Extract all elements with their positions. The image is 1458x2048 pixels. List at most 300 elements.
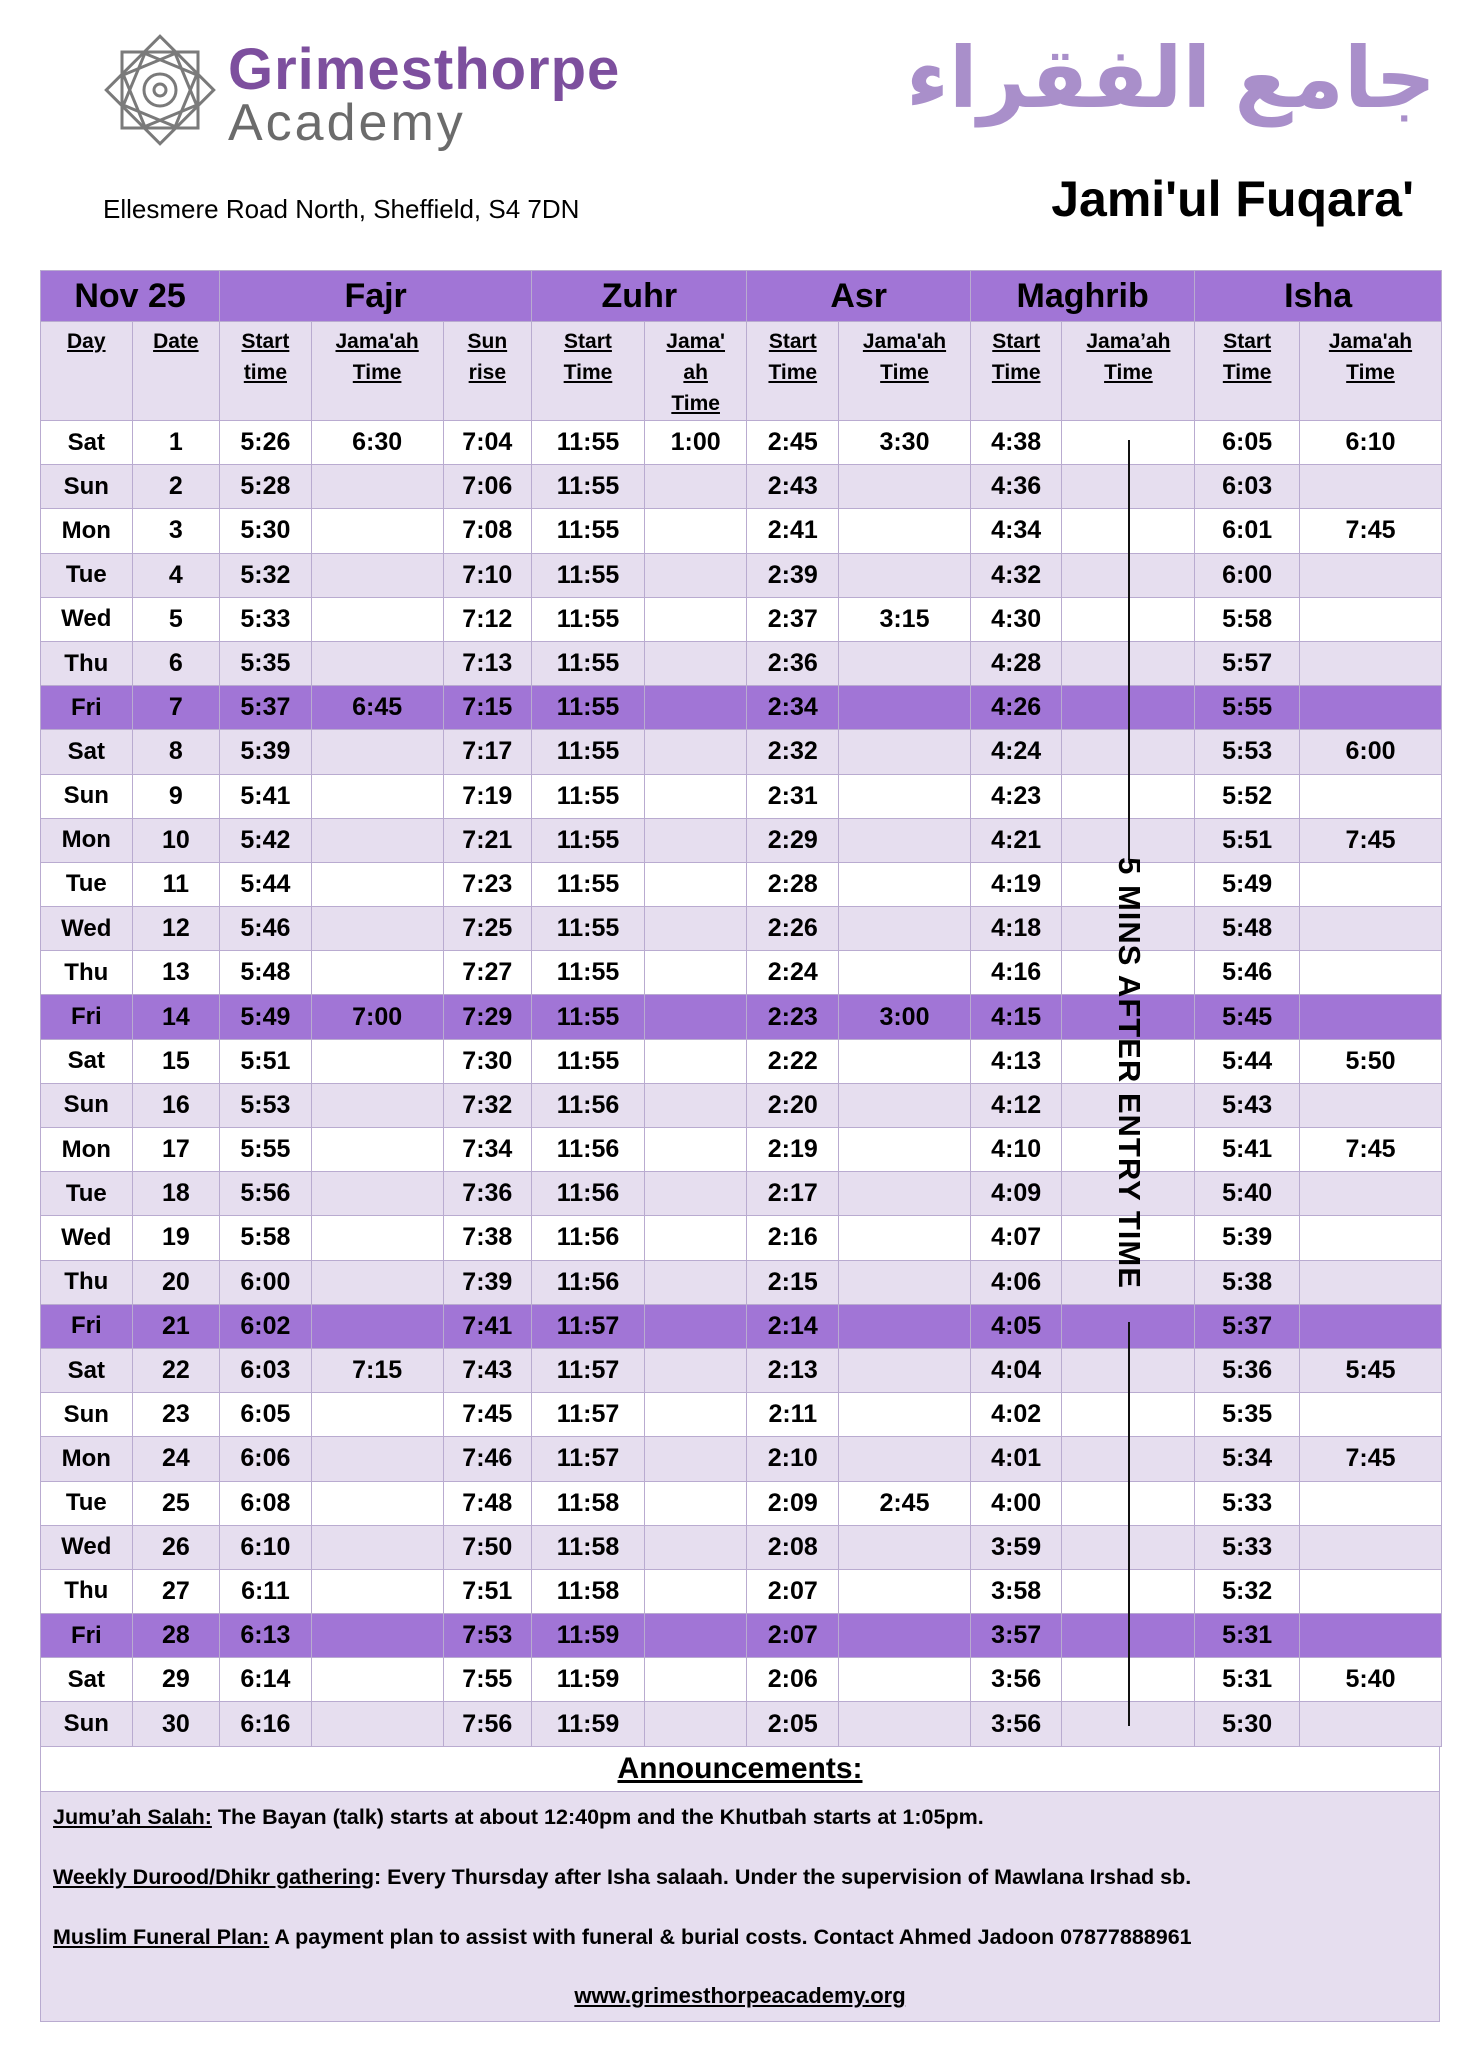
- cell-fajr-jamaah: [311, 1039, 443, 1083]
- cell-asr-jamaah: [839, 553, 971, 597]
- cell-zuhr-start: 11:55: [532, 818, 645, 862]
- maghrib-line-bottom: [1128, 1322, 1130, 1726]
- cell-isha-start: 5:55: [1195, 686, 1300, 730]
- cell-zuhr-jamaah: [644, 1216, 747, 1260]
- cell-maghrib-start: 4:05: [970, 1304, 1062, 1348]
- cell-fajr-start: 5:41: [220, 774, 312, 818]
- cell-sunrise: 7:39: [443, 1260, 532, 1304]
- cell-isha-jamaah: 6:10: [1299, 421, 1441, 465]
- cell-asr-jamaah: [839, 1172, 971, 1216]
- cell-asr-start: 2:09: [747, 1481, 839, 1525]
- cell-fajr-jamaah: [311, 1525, 443, 1569]
- cell-asr-start: 2:19: [747, 1128, 839, 1172]
- prayer-zuhr: Zuhr: [532, 271, 747, 322]
- cell-isha-start: 5:43: [1195, 1083, 1300, 1127]
- cell-sunrise: 7:13: [443, 641, 532, 685]
- cell-asr-start: 2:37: [747, 597, 839, 641]
- cell-fajr-start: 6:08: [220, 1481, 312, 1525]
- cell-isha-start: 5:40: [1195, 1172, 1300, 1216]
- cell-zuhr-jamaah: [644, 1437, 747, 1481]
- cell-zuhr-jamaah: [644, 509, 747, 553]
- cell-isha-start: 5:48: [1195, 907, 1300, 951]
- cell-asr-jamaah: [839, 1216, 971, 1260]
- cell-fajr-jamaah: [311, 1172, 443, 1216]
- col-fajr-jamaah: Jama'ah Time: [311, 322, 443, 421]
- mosque-name: Jami'ul Fuqara': [1051, 171, 1414, 227]
- cell-fajr-jamaah: [311, 1702, 443, 1746]
- cell-maghrib-start: 4:07: [970, 1216, 1062, 1260]
- cell-asr-start: 2:17: [747, 1172, 839, 1216]
- cell-isha-jamaah: [1299, 1216, 1441, 1260]
- cell-isha-start: 5:39: [1195, 1216, 1300, 1260]
- table-row: [41, 1216, 1442, 1260]
- cell-isha-jamaah: 5:40: [1299, 1658, 1441, 1702]
- cell-asr-jamaah: [839, 465, 971, 509]
- cell-asr-jamaah: [839, 1437, 971, 1481]
- table-row: [41, 995, 1442, 1039]
- cell-asr-start: 2:05: [747, 1702, 839, 1746]
- website-link[interactable]: www.grimesthorpeacademy.org: [574, 1983, 906, 2008]
- cell-isha-jamaah: 7:45: [1299, 818, 1441, 862]
- col-asr-jamaah: Jama'ah Time: [839, 322, 971, 421]
- cell-zuhr-jamaah: [644, 862, 747, 906]
- cell-zuhr-start: 11:58: [532, 1481, 645, 1525]
- cell-fajr-start: 5:51: [220, 1039, 312, 1083]
- col-date: Date: [132, 322, 220, 421]
- cell-zuhr-start: 11:55: [532, 465, 645, 509]
- col-maghrib-jamaah: Jama’ah Time: [1062, 322, 1195, 421]
- table-row: [41, 1702, 1442, 1746]
- cell-asr-jamaah: [839, 509, 971, 553]
- cell-isha-jamaah: 7:45: [1299, 1128, 1441, 1172]
- cell-date: 8: [132, 730, 220, 774]
- cell-fajr-start: 5:49: [220, 995, 312, 1039]
- cell-asr-start: 2:28: [747, 862, 839, 906]
- cell-date: 10: [132, 818, 220, 862]
- cell-isha-start: 5:32: [1195, 1569, 1300, 1613]
- table-row: [41, 1128, 1442, 1172]
- cell-isha-start: 5:33: [1195, 1481, 1300, 1525]
- cell-fajr-jamaah: [311, 1614, 443, 1658]
- cell-zuhr-start: 11:57: [532, 1393, 645, 1437]
- table-row: [41, 1614, 1442, 1658]
- cell-zuhr-jamaah: [644, 774, 747, 818]
- cell-date: 30: [132, 1702, 220, 1746]
- cell-date: 28: [132, 1614, 220, 1658]
- cell-isha-jamaah: [1299, 1172, 1441, 1216]
- cell-isha-start: 5:45: [1195, 995, 1300, 1039]
- cell-sunrise: 7:30: [443, 1039, 532, 1083]
- cell-day: Sat: [41, 421, 133, 465]
- cell-date: 7: [132, 686, 220, 730]
- cell-isha-jamaah: [1299, 641, 1441, 685]
- cell-maghrib-start: 4:16: [970, 951, 1062, 995]
- cell-fajr-start: 5:35: [220, 641, 312, 685]
- cell-fajr-start: 5:48: [220, 951, 312, 995]
- cell-fajr-start: 6:03: [220, 1348, 312, 1392]
- cell-asr-jamaah: [839, 1702, 971, 1746]
- cell-asr-start: 2:07: [747, 1614, 839, 1658]
- cell-asr-jamaah: [839, 1083, 971, 1127]
- cell-asr-jamaah: [839, 1348, 971, 1392]
- table-row: [41, 597, 1442, 641]
- cell-zuhr-jamaah: [644, 995, 747, 1039]
- cell-day: Sun: [41, 1393, 133, 1437]
- column-header-row: [41, 322, 1442, 421]
- cell-asr-jamaah: [839, 1614, 971, 1658]
- cell-sunrise: 7:08: [443, 509, 532, 553]
- cell-isha-start: 5:58: [1195, 597, 1300, 641]
- cell-zuhr-start: 11:56: [532, 1128, 645, 1172]
- cell-day: Thu: [41, 1569, 133, 1613]
- cell-day: Sun: [41, 1702, 133, 1746]
- cell-maghrib-start: 4:34: [970, 509, 1062, 553]
- cell-isha-start: 5:57: [1195, 641, 1300, 685]
- cell-maghrib-start: 3:58: [970, 1569, 1062, 1613]
- prayer-maghrib: Maghrib: [970, 271, 1194, 322]
- table-row: [41, 1304, 1442, 1348]
- cell-zuhr-start: 11:55: [532, 1039, 645, 1083]
- cell-isha-start: 5:31: [1195, 1658, 1300, 1702]
- cell-zuhr-jamaah: [644, 1348, 747, 1392]
- cell-fajr-jamaah: [311, 907, 443, 951]
- cell-maghrib-start: 3:56: [970, 1702, 1062, 1746]
- cell-isha-jamaah: [1299, 995, 1441, 1039]
- cell-fajr-jamaah: [311, 1658, 443, 1702]
- cell-isha-start: 5:38: [1195, 1260, 1300, 1304]
- cell-fajr-jamaah: [311, 465, 443, 509]
- cell-zuhr-jamaah: [644, 1304, 747, 1348]
- cell-maghrib-start: 4:32: [970, 553, 1062, 597]
- cell-date: 20: [132, 1260, 220, 1304]
- cell-maghrib-start: 4:36: [970, 465, 1062, 509]
- cell-zuhr-start: 11:55: [532, 421, 645, 465]
- cell-asr-start: 2:14: [747, 1304, 839, 1348]
- cell-sunrise: 7:06: [443, 465, 532, 509]
- cell-asr-jamaah: [839, 1304, 971, 1348]
- cell-isha-start: 5:46: [1195, 951, 1300, 995]
- cell-day: Thu: [41, 641, 133, 685]
- cell-isha-jamaah: [1299, 553, 1441, 597]
- cell-asr-jamaah: [839, 730, 971, 774]
- col-sunrise: Sun rise: [443, 322, 532, 421]
- cell-sunrise: 7:45: [443, 1393, 532, 1437]
- cell-asr-start: 2:39: [747, 553, 839, 597]
- cell-isha-start: 6:05: [1195, 421, 1300, 465]
- cell-isha-jamaah: [1299, 1083, 1441, 1127]
- cell-day: Mon: [41, 1437, 133, 1481]
- ornament-icon: [100, 28, 220, 153]
- cell-sunrise: 7:36: [443, 1172, 532, 1216]
- cell-isha-jamaah: [1299, 907, 1441, 951]
- cell-day: Sat: [41, 1658, 133, 1702]
- cell-fajr-start: 5:53: [220, 1083, 312, 1127]
- cell-zuhr-start: 11:55: [532, 597, 645, 641]
- cell-day: Sun: [41, 1083, 133, 1127]
- cell-day: Tue: [41, 862, 133, 906]
- cell-isha-jamaah: [1299, 1393, 1441, 1437]
- cell-isha-jamaah: [1299, 774, 1441, 818]
- cell-maghrib-start: 4:30: [970, 597, 1062, 641]
- cell-maghrib-start: 4:02: [970, 1393, 1062, 1437]
- cell-fajr-start: 5:28: [220, 465, 312, 509]
- cell-asr-start: 2:13: [747, 1348, 839, 1392]
- cell-maghrib-start: 3:59: [970, 1525, 1062, 1569]
- cell-zuhr-jamaah: [644, 1039, 747, 1083]
- cell-sunrise: 7:51: [443, 1569, 532, 1613]
- cell-fajr-start: 6:02: [220, 1304, 312, 1348]
- cell-zuhr-jamaah: [644, 951, 747, 995]
- table-row: [41, 1039, 1442, 1083]
- cell-asr-start: 2:24: [747, 951, 839, 995]
- cell-date: 6: [132, 641, 220, 685]
- cell-isha-start: 5:51: [1195, 818, 1300, 862]
- cell-maghrib-start: 4:28: [970, 641, 1062, 685]
- cell-sunrise: 7:19: [443, 774, 532, 818]
- cell-zuhr-jamaah: 1:00: [644, 421, 747, 465]
- cell-fajr-jamaah: [311, 862, 443, 906]
- cell-day: Wed: [41, 1216, 133, 1260]
- cell-day: Sat: [41, 1348, 133, 1392]
- cell-isha-start: 5:30: [1195, 1702, 1300, 1746]
- table-row: [41, 641, 1442, 685]
- table-row: [41, 774, 1442, 818]
- cell-sunrise: 7:53: [443, 1614, 532, 1658]
- cell-sunrise: 7:43: [443, 1348, 532, 1392]
- announcement-text: A payment plan to assist with funeral & burial costs. Contact Ahmed Jadoon 07877888961: [269, 1925, 1192, 1949]
- cell-maghrib-start: 4:06: [970, 1260, 1062, 1304]
- cell-isha-start: 6:00: [1195, 553, 1300, 597]
- cell-fajr-jamaah: [311, 774, 443, 818]
- arabic-mosque-name: جامع الفقراء: [905, 31, 1436, 125]
- cell-fajr-jamaah: [311, 553, 443, 597]
- cell-zuhr-start: 11:56: [532, 1083, 645, 1127]
- cell-zuhr-start: 11:58: [532, 1525, 645, 1569]
- cell-sunrise: 7:38: [443, 1216, 532, 1260]
- cell-sunrise: 7:21: [443, 818, 532, 862]
- cell-fajr-start: 5:30: [220, 509, 312, 553]
- cell-isha-jamaah: [1299, 597, 1441, 641]
- cell-fajr-jamaah: [311, 818, 443, 862]
- timetable-body: [41, 421, 1442, 1747]
- col-zuhr-start: Start Time: [532, 322, 645, 421]
- cell-date: 16: [132, 1083, 220, 1127]
- cell-maghrib-start: 4:04: [970, 1348, 1062, 1392]
- table-row: [41, 1658, 1442, 1702]
- cell-asr-jamaah: [839, 818, 971, 862]
- cell-day: Tue: [41, 1172, 133, 1216]
- announcements-title: Announcements:: [41, 1747, 1439, 1792]
- cell-zuhr-start: 11:59: [532, 1614, 645, 1658]
- cell-maghrib-start: 4:12: [970, 1083, 1062, 1127]
- cell-asr-jamaah: [839, 774, 971, 818]
- cell-zuhr-jamaah: [644, 686, 747, 730]
- address: Ellesmere Road North, Sheffield, S4 7DN: [103, 194, 580, 224]
- cell-maghrib-start: 4:00: [970, 1481, 1062, 1525]
- cell-fajr-jamaah: [311, 1216, 443, 1260]
- announcement-text: The Bayan (talk) starts at about 12:40pm and the Khutbah starts at 1:05pm.: [211, 1805, 984, 1829]
- col-zuhr-jamaah: Jama' ah Time: [644, 322, 747, 421]
- cell-fajr-start: 5:42: [220, 818, 312, 862]
- cell-maghrib-start: 4:18: [970, 907, 1062, 951]
- table-row: [41, 1260, 1442, 1304]
- cell-zuhr-start: 11:56: [532, 1216, 645, 1260]
- cell-zuhr-jamaah: [644, 1083, 747, 1127]
- cell-zuhr-jamaah: [644, 1569, 747, 1613]
- cell-maghrib-start: 4:19: [970, 862, 1062, 906]
- announcement-funeral: [53, 1925, 1192, 1950]
- cell-day: Thu: [41, 1260, 133, 1304]
- cell-sunrise: 7:32: [443, 1083, 532, 1127]
- cell-day: Sat: [41, 730, 133, 774]
- table-row: [41, 509, 1442, 553]
- cell-asr-start: 2:23: [747, 995, 839, 1039]
- maghrib-line-top: [1128, 440, 1130, 860]
- cell-zuhr-start: 11:55: [532, 774, 645, 818]
- col-day: Day: [41, 322, 133, 421]
- cell-sunrise: 7:29: [443, 995, 532, 1039]
- cell-asr-start: 2:20: [747, 1083, 839, 1127]
- cell-fajr-start: 5:55: [220, 1128, 312, 1172]
- cell-asr-jamaah: [839, 1569, 971, 1613]
- cell-isha-start: 5:36: [1195, 1348, 1300, 1392]
- cell-fajr-start: 5:46: [220, 907, 312, 951]
- cell-fajr-start: 6:16: [220, 1702, 312, 1746]
- cell-fajr-jamaah: 6:30: [311, 421, 443, 465]
- cell-fajr-jamaah: 7:15: [311, 1348, 443, 1392]
- cell-zuhr-jamaah: [644, 553, 747, 597]
- announcement-text: : Every Thursday after Isha salaah. Under the supervision of Mawlana Irshad sb.: [373, 1865, 1192, 1889]
- cell-zuhr-jamaah: [644, 1525, 747, 1569]
- cell-zuhr-start: 11:59: [532, 1658, 645, 1702]
- cell-zuhr-start: 11:55: [532, 553, 645, 597]
- cell-asr-start: 2:10: [747, 1437, 839, 1481]
- cell-date: 29: [132, 1658, 220, 1702]
- cell-date: 26: [132, 1525, 220, 1569]
- announcement-jumuah: [53, 1805, 984, 1830]
- brand-name: Grimesthorpe: [228, 37, 621, 102]
- cell-zuhr-jamaah: [644, 1260, 747, 1304]
- cell-isha-start: 5:37: [1195, 1304, 1300, 1348]
- cell-isha-jamaah: 6:00: [1299, 730, 1441, 774]
- cell-isha-start: 5:44: [1195, 1039, 1300, 1083]
- table-row: [41, 553, 1442, 597]
- cell-asr-jamaah: [839, 951, 971, 995]
- cell-sunrise: 7:56: [443, 1702, 532, 1746]
- cell-day: Sun: [41, 774, 133, 818]
- cell-zuhr-jamaah: [644, 1614, 747, 1658]
- cell-zuhr-start: 11:57: [532, 1437, 645, 1481]
- cell-zuhr-start: 11:55: [532, 686, 645, 730]
- cell-asr-start: 2:45: [747, 421, 839, 465]
- prayer-header-row: [41, 271, 1442, 322]
- cell-asr-start: 2:43: [747, 465, 839, 509]
- cell-asr-start: 2:22: [747, 1039, 839, 1083]
- cell-maghrib-start: 4:10: [970, 1128, 1062, 1172]
- cell-day: Fri: [41, 686, 133, 730]
- cell-fajr-jamaah: [311, 641, 443, 685]
- cell-date: 15: [132, 1039, 220, 1083]
- cell-fajr-start: 6:06: [220, 1437, 312, 1481]
- table-row: [41, 421, 1442, 465]
- cell-fajr-start: 6:00: [220, 1260, 312, 1304]
- cell-isha-jamaah: [1299, 1569, 1441, 1613]
- cell-fajr-jamaah: [311, 730, 443, 774]
- cell-zuhr-jamaah: [644, 730, 747, 774]
- cell-maghrib-start: 4:01: [970, 1437, 1062, 1481]
- cell-zuhr-jamaah: [644, 597, 747, 641]
- cell-fajr-jamaah: [311, 951, 443, 995]
- cell-zuhr-jamaah: [644, 1481, 747, 1525]
- month-label: Nov 25: [41, 271, 220, 322]
- cell-fajr-jamaah: [311, 1481, 443, 1525]
- cell-fajr-start: 6:10: [220, 1525, 312, 1569]
- table-row: [41, 818, 1442, 862]
- table-row: [41, 1083, 1442, 1127]
- cell-sunrise: 7:10: [443, 553, 532, 597]
- table-row: [41, 1172, 1442, 1216]
- cell-fajr-jamaah: [311, 1083, 443, 1127]
- cell-sunrise: 7:17: [443, 730, 532, 774]
- cell-isha-start: 6:03: [1195, 465, 1300, 509]
- cell-asr-start: 2:31: [747, 774, 839, 818]
- cell-zuhr-start: 11:59: [532, 1702, 645, 1746]
- cell-date: 22: [132, 1348, 220, 1392]
- cell-sunrise: 7:12: [443, 597, 532, 641]
- cell-zuhr-start: 11:55: [532, 951, 645, 995]
- prayer-timetable: [40, 270, 1442, 1747]
- table-row: [41, 951, 1442, 995]
- table-row: [41, 1348, 1442, 1392]
- cell-zuhr-start: 11:56: [532, 1260, 645, 1304]
- cell-day: Fri: [41, 995, 133, 1039]
- cell-isha-jamaah: [1299, 1260, 1441, 1304]
- cell-date: 13: [132, 951, 220, 995]
- cell-date: 23: [132, 1393, 220, 1437]
- cell-fajr-jamaah: [311, 509, 443, 553]
- cell-zuhr-start: 11:56: [532, 1172, 645, 1216]
- cell-fajr-jamaah: [311, 1128, 443, 1172]
- cell-maghrib-start: 3:57: [970, 1614, 1062, 1658]
- cell-zuhr-start: 11:55: [532, 641, 645, 685]
- cell-fajr-start: 6:14: [220, 1658, 312, 1702]
- cell-asr-start: 2:41: [747, 509, 839, 553]
- cell-zuhr-start: 11:58: [532, 1569, 645, 1613]
- cell-asr-jamaah: [839, 1525, 971, 1569]
- cell-asr-start: 2:16: [747, 1216, 839, 1260]
- cell-isha-start: 5:53: [1195, 730, 1300, 774]
- cell-zuhr-start: 11:55: [532, 509, 645, 553]
- cell-fajr-start: 6:05: [220, 1393, 312, 1437]
- cell-asr-start: 2:11: [747, 1393, 839, 1437]
- cell-zuhr-jamaah: [644, 1393, 747, 1437]
- cell-isha-jamaah: [1299, 1304, 1441, 1348]
- table-row: [41, 1569, 1442, 1613]
- cell-date: 11: [132, 862, 220, 906]
- cell-zuhr-jamaah: [644, 818, 747, 862]
- cell-date: 27: [132, 1569, 220, 1613]
- col-asr-start: Start Time: [747, 322, 839, 421]
- academy-logo: [100, 28, 621, 153]
- cell-maghrib-start: 4:13: [970, 1039, 1062, 1083]
- cell-zuhr-start: 11:55: [532, 907, 645, 951]
- cell-asr-jamaah: [839, 686, 971, 730]
- cell-day: Mon: [41, 1128, 133, 1172]
- cell-fajr-start: 5:39: [220, 730, 312, 774]
- cell-day: Mon: [41, 818, 133, 862]
- cell-asr-jamaah: [839, 1128, 971, 1172]
- cell-zuhr-jamaah: [644, 1128, 747, 1172]
